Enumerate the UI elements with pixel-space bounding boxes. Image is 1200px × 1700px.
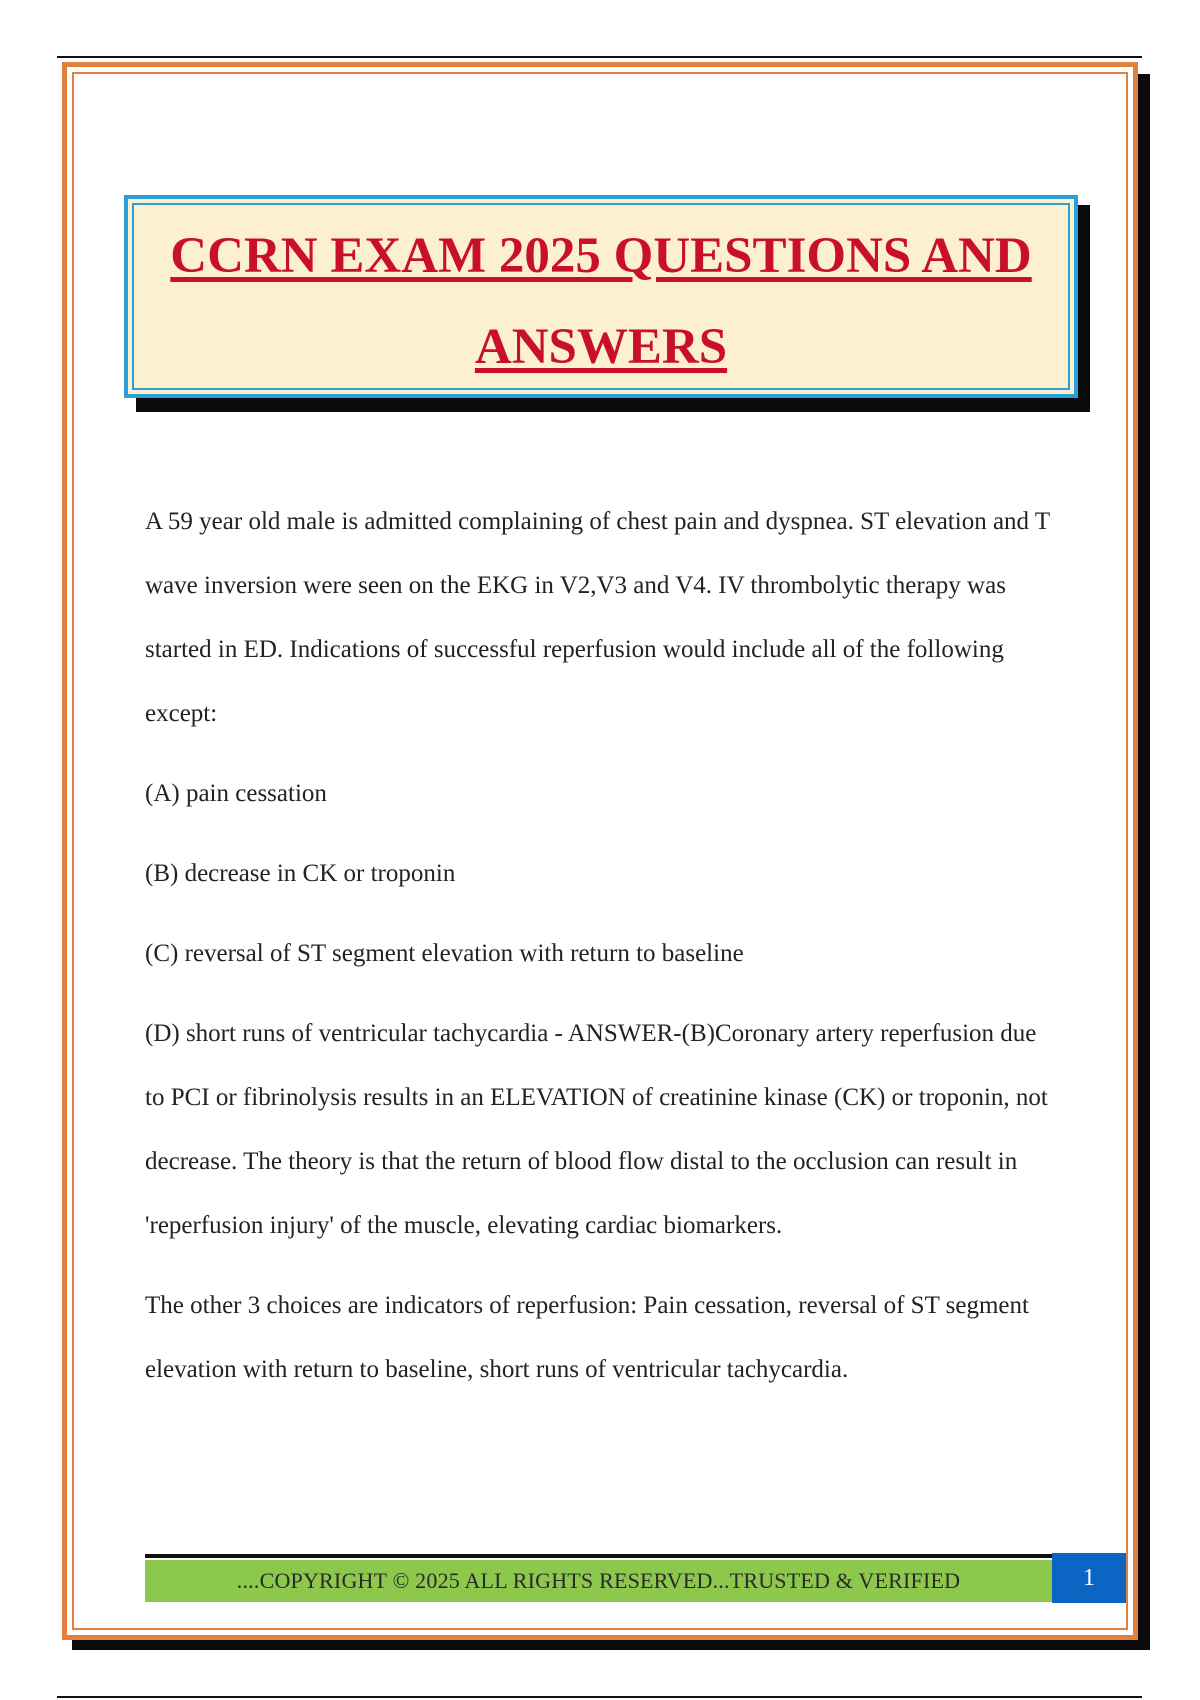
page-number-badge <box>1052 1553 1126 1603</box>
title-line-1: CCRN EXAM 2025 QUESTIONS AND <box>170 228 1032 284</box>
option-c: (C) reversal of ST segment elevation with return to baseline <box>145 940 744 967</box>
bottom-rule <box>57 1696 1142 1698</box>
footer-copyright-bar <box>145 1560 1052 1602</box>
option-d-with-answer: (D) short runs of ventricular tachycardia - ANSWER-(B)Coronary artery reperfusion due to PCI or fibrinolysis results in an ELEVATION of creatinine kinase (CK) or troponin, not decrease. The theory is that the return of blood flow distal to the occlusion can result in 'reperfusion injury' of the muscle, elevating cardiac biomarkers. <box>145 1020 1048 1239</box>
question-content <box>145 490 1055 1402</box>
spacer <box>145 906 1055 922</box>
option-a: (A) pain cessation <box>145 780 327 807</box>
question-stem: A 59 year old male is admitted complaining of chest pain and dyspnea. ST elevation and T wave inversion were seen on the EKG in V2,V3 and V4. IV thrombolytic therapy was started in ED. Indications of successful reperfusion would include all of the following except: <box>145 508 1050 727</box>
spacer <box>145 1258 1055 1274</box>
spacer <box>145 746 1055 762</box>
option-b: (B) decrease in CK or troponin <box>145 860 456 887</box>
answer-explanation: The other 3 choices are indicators of reperfusion: Pain cessation, reversal of ST segment elevation with return to baseline, short runs of ventricular tachycardia. <box>145 1292 1029 1383</box>
page-number: 1 <box>1083 1564 1095 1591</box>
copyright-text: ....COPYRIGHT © 2025 ALL RIGHTS RESERVED...TRUSTED & VERIFIED <box>236 1568 961 1593</box>
top-rule <box>57 56 1142 58</box>
spacer <box>145 826 1055 842</box>
page-title <box>128 211 1074 393</box>
spacer <box>145 986 1055 1002</box>
title-box <box>124 195 1078 398</box>
footer-rule <box>145 1554 1052 1558</box>
title-line-2: ANSWERS <box>474 319 728 375</box>
